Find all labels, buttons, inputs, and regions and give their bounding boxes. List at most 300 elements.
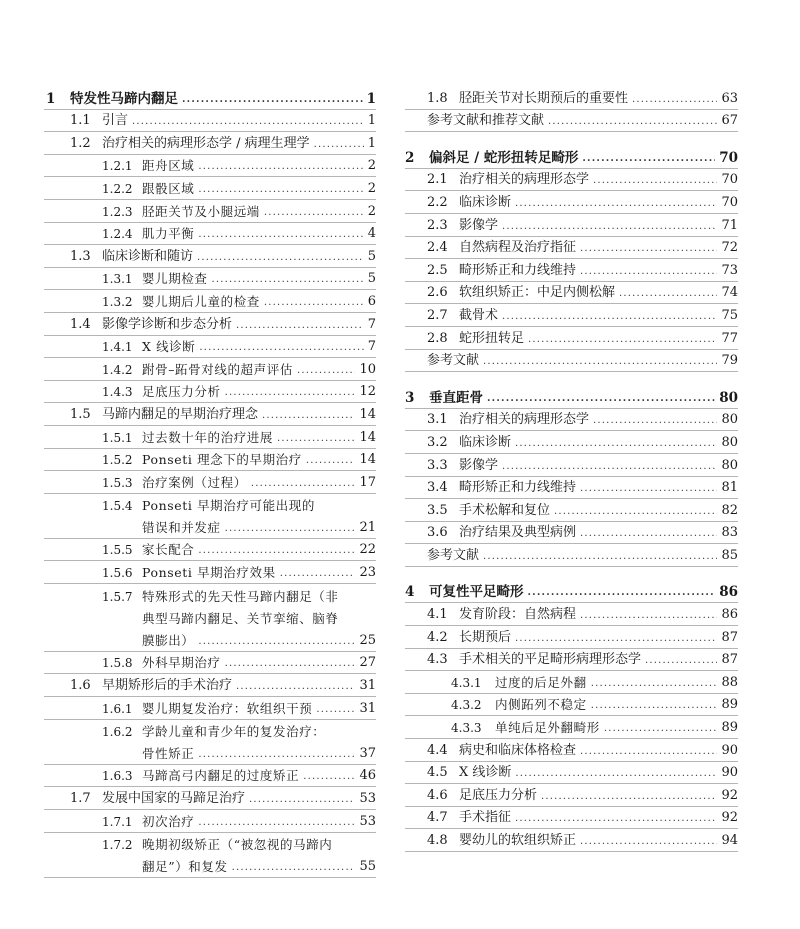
dot-leader	[580, 835, 717, 849]
entry-number: 1.6.3	[102, 769, 133, 784]
entry-page: 80	[721, 412, 738, 428]
entry-number: 4.7	[427, 810, 448, 826]
entry-number: 2.6	[427, 285, 448, 301]
entry-title: 偏斜足 / 蛇形扭转足畸形	[429, 149, 579, 166]
entry-title-cont: 骨性矫正	[142, 745, 195, 761]
entry-page: 5	[367, 271, 376, 287]
entry-number: 1.7	[70, 791, 91, 806]
entry-title: 引言	[102, 113, 129, 129]
toc-entry-1-8[interactable]	[405, 87, 738, 110]
dot-leader	[264, 206, 364, 220]
entry-title: 治疗结果及典型病例	[459, 525, 577, 541]
entry-number: 1.4.1	[102, 340, 133, 355]
dot-leader	[515, 812, 717, 826]
entry-number: 1.7.2	[102, 838, 133, 853]
toc-entry-4-3-2[interactable]	[405, 694, 738, 717]
toc-entry-1-2-1[interactable]	[44, 155, 376, 178]
entry-page: 89	[721, 697, 738, 713]
toc-entry-3-3[interactable]	[405, 454, 738, 477]
dot-leader	[280, 567, 356, 581]
entry-number: 3	[405, 389, 415, 406]
toc-references-ch2[interactable]	[405, 350, 738, 373]
entry-number: 1.5.6	[102, 566, 133, 581]
toc-left-column	[44, 87, 376, 878]
toc-entry-1-5-4-cont[interactable]	[44, 516, 376, 539]
toc-entry-1-7-2-cont[interactable]	[44, 855, 376, 878]
toc-entry-3-6[interactable]	[405, 522, 738, 545]
entry-page: 70	[721, 194, 738, 210]
dot-leader	[619, 287, 717, 301]
dot-leader	[198, 748, 355, 762]
dot-leader	[502, 460, 717, 474]
toc-entry-1-5-2[interactable]	[44, 449, 376, 472]
entry-page: 37	[359, 745, 376, 761]
entry-title: 初次治疗	[142, 813, 195, 829]
entry-title: 足底压力分析	[142, 384, 221, 400]
toc-entry-1-5-8[interactable]	[44, 652, 376, 675]
entry-number: 1.3.2	[102, 294, 133, 309]
entry-number: 1.2.2	[102, 181, 133, 196]
dot-leader	[225, 657, 356, 671]
toc-entry-1-5-5[interactable]	[44, 539, 376, 562]
entry-title: 影像学诊断和步态分析	[102, 316, 233, 332]
entry-page: 7	[367, 339, 376, 355]
entry-number: 1.4.2	[102, 362, 133, 377]
entry-title: 治疗案例（过程）	[142, 474, 247, 490]
dot-leader	[314, 138, 364, 152]
entry-title: 婴儿期复发治疗：软组织干预	[142, 700, 313, 716]
dot-leader	[528, 586, 716, 600]
toc-entry-2-8[interactable]	[405, 327, 738, 350]
entry-number: 1.3	[70, 248, 91, 264]
entry-number: 4.8	[427, 833, 448, 848]
entry-title: 参考文献	[427, 353, 480, 369]
entry-title: 病史和临床体格检查	[459, 742, 577, 758]
dot-leader	[132, 115, 364, 129]
dot-leader	[593, 414, 717, 428]
entry-title: 过度的后足外翻	[495, 674, 587, 690]
toc-entry-1-3-2[interactable]	[44, 290, 376, 313]
entry-title: 蛇形扭转足	[459, 330, 525, 346]
toc-entry-3-2[interactable]	[405, 431, 738, 454]
entry-title: Ponseti 早期治疗可能出现的	[142, 498, 315, 514]
entry-page: 79	[721, 353, 738, 369]
entry-title: 家长配合	[142, 542, 195, 558]
dot-leader	[541, 790, 717, 804]
entry-title: 跟骰区域	[142, 180, 195, 196]
entry-page: 94	[721, 833, 738, 848]
dot-leader	[580, 745, 717, 759]
entry-page: 55	[359, 858, 376, 874]
dot-leader	[632, 93, 717, 107]
entry-number: 1.2.4	[102, 227, 133, 242]
toc-entry-1-3[interactable]	[44, 245, 376, 268]
entry-number: 3.6	[427, 525, 448, 541]
toc-entry-1-2-4[interactable]	[44, 223, 376, 246]
entry-title: 截骨术	[459, 307, 499, 323]
toc-chapter-3[interactable]	[405, 386, 738, 409]
entry-title: 自然病程及治疗指征	[459, 240, 577, 256]
dot-leader	[232, 861, 356, 875]
toc-entry-1-6[interactable]	[44, 674, 376, 697]
entry-page: 80	[721, 434, 738, 450]
toc-entry-1-1[interactable]	[44, 110, 376, 133]
entry-title: 婴幼儿的软组织矫正	[459, 833, 577, 848]
toc-entry-4-4[interactable]	[405, 739, 738, 762]
toc-entry-3-4[interactable]	[405, 477, 738, 500]
entry-number: 3.4	[427, 480, 448, 496]
entry-title: 临床诊断	[459, 194, 512, 210]
entry-title: 治疗相关的病理形态学	[459, 172, 590, 188]
entry-number: 2.1	[427, 172, 448, 188]
entry-title: 婴儿期检查	[142, 271, 208, 287]
toc-entry-1-3-1[interactable]	[44, 268, 376, 291]
toc-entry-1-6-3[interactable]	[44, 765, 376, 788]
toc-chapter-2[interactable]	[405, 146, 738, 169]
dot-leader	[264, 296, 364, 310]
entry-title: 跗骨–跖骨对线的超声评估	[142, 361, 293, 377]
entry-page: 71	[721, 217, 738, 233]
entry-title: 晚期初级矫正（“被忽视的马蹄内	[142, 837, 333, 853]
toc-entry-4-6[interactable]	[405, 784, 738, 807]
section-gap	[405, 372, 738, 386]
entry-number: 1.5.1	[102, 430, 133, 445]
entry-title: 长期预后	[459, 629, 512, 645]
entry-number: 3.1	[427, 412, 448, 428]
entry-page: 80	[719, 389, 738, 406]
toc-entry-4-5[interactable]	[405, 762, 738, 785]
entry-title: 胫距关节对长期预后的重要性	[459, 90, 629, 106]
dot-leader	[515, 197, 717, 211]
entry-page: 89	[721, 720, 738, 736]
entry-title: 治疗相关的病理形态学 / 病理生理学	[102, 135, 310, 151]
entry-page: 14	[359, 452, 376, 468]
entry-page: 92	[721, 810, 738, 826]
toc-chapter-1[interactable]	[44, 87, 376, 110]
entry-page: 82	[721, 502, 738, 518]
dot-leader	[198, 228, 363, 242]
toc-entry-1-5-3[interactable]	[44, 471, 376, 494]
entry-title: 足底压力分析	[459, 787, 538, 803]
entry-title-cont: 典型马蹄内翻足、关节挛缩、脑脊	[142, 611, 339, 627]
dot-leader	[236, 319, 364, 333]
entry-number: 1	[46, 90, 56, 107]
entry-title-cont: 翻足”）和复发	[142, 858, 228, 874]
dot-leader	[198, 635, 355, 649]
dot-leader	[528, 333, 717, 347]
toc-entry-4-3-1[interactable]	[405, 671, 738, 694]
dot-leader	[548, 115, 717, 129]
entry-page: 25	[359, 632, 376, 648]
entry-number: 1.5.4	[102, 499, 133, 514]
toc-entry-4-2[interactable]	[405, 626, 738, 649]
dot-leader	[645, 654, 717, 668]
entry-page: 5	[367, 248, 376, 264]
toc-entry-1-5-1[interactable]	[44, 426, 376, 449]
entry-page: 75	[721, 307, 738, 323]
entry-number: 1.6.2	[102, 725, 133, 740]
toc-entry-4-1[interactable]	[405, 603, 738, 626]
dot-leader	[262, 409, 355, 423]
toc-entry-1-6-1[interactable]	[44, 697, 376, 720]
toc-entry-4-3-3[interactable]	[405, 716, 738, 739]
toc-entry-2-7[interactable]	[405, 304, 738, 327]
entry-page: 17	[359, 474, 376, 490]
toc-entry-1-6-2-cont[interactable]	[44, 742, 376, 765]
entry-page: 90	[721, 742, 738, 758]
entry-title: X 线诊断	[459, 765, 512, 781]
entry-number: 3.2	[427, 434, 448, 450]
entry-page: 14	[359, 406, 376, 422]
entry-page: 88	[721, 674, 738, 690]
entry-title: 可复性平足畸形	[429, 584, 524, 601]
entry-number: 4.3	[427, 652, 448, 668]
entry-number: 1.5.8	[102, 656, 133, 671]
toc-entry-1-4-2[interactable]	[44, 358, 376, 381]
entry-title: 特殊形式的先天性马蹄内翻足（非	[142, 588, 339, 604]
dot-leader	[236, 680, 355, 694]
entry-page: 10	[359, 361, 376, 377]
entry-title: 发育阶段：自然病程	[459, 607, 577, 623]
dot-leader	[225, 522, 356, 536]
toc-entry-3-1[interactable]	[405, 409, 738, 432]
entry-title: 手术相关的平足畸形病理形态学	[459, 652, 642, 668]
entry-number: 2.7	[427, 307, 448, 323]
entry-page: 72	[721, 240, 738, 256]
entry-page: 87	[721, 629, 738, 645]
entry-number: 2	[405, 149, 415, 166]
entry-title: 治疗相关的病理形态学	[459, 412, 590, 428]
toc-entry-2-3[interactable]	[405, 214, 738, 237]
entry-number: 1.2	[70, 135, 91, 151]
entry-title: 距舟区域	[142, 158, 195, 174]
entry-title: 胫距关节及小腿远端	[142, 203, 260, 219]
dot-leader	[212, 273, 364, 287]
entry-title-cont: 膜膨出）	[142, 632, 195, 648]
entry-page: 1	[367, 113, 376, 129]
dot-leader	[515, 632, 717, 646]
entry-page: 86	[719, 584, 738, 601]
entry-number: 2.8	[427, 330, 448, 346]
entry-title: 单纯后足外翻畸形	[495, 720, 600, 736]
dot-leader	[483, 355, 717, 369]
entry-title: 手术松解和复位	[459, 502, 551, 518]
entry-number: 1.3.1	[102, 272, 133, 287]
entry-number: 4.3.1	[451, 675, 482, 690]
entry-number: 4.6	[427, 787, 448, 803]
toc-entry-1-6-2[interactable]	[44, 720, 376, 743]
toc-entry-1-2[interactable]	[44, 132, 376, 155]
entry-title: 过去数十年的治疗进展	[142, 429, 274, 445]
dot-leader	[580, 265, 717, 279]
entry-title: 肌力平衡	[142, 226, 195, 242]
entry-page: 74	[721, 285, 738, 301]
entry-page: 53	[359, 813, 376, 829]
toc-entry-2-6[interactable]	[405, 282, 738, 305]
dot-leader	[297, 364, 356, 378]
entry-number: 1.5.3	[102, 475, 133, 490]
entry-page: 1	[366, 90, 376, 107]
entry-number: 2.4	[427, 240, 448, 256]
toc-entry-1-2-3[interactable]	[44, 200, 376, 223]
section-gap	[405, 132, 738, 146]
toc-references-ch3[interactable]	[405, 544, 738, 567]
toc-entry-1-5-7-cont-a[interactable]	[44, 607, 376, 630]
toc-entry-2-1[interactable]	[405, 169, 738, 192]
toc-entry-1-4-1[interactable]	[44, 336, 376, 359]
dot-leader	[277, 432, 355, 446]
entry-page: 70	[721, 172, 738, 188]
entry-title: 参考文献和推荐文献	[427, 113, 545, 129]
toc-entry-4-7[interactable]	[405, 807, 738, 830]
section-gap	[405, 567, 738, 581]
entry-title: 马蹄高弓内翻足的过度矫正	[142, 768, 300, 784]
entry-title: 内侧跖列不稳定	[495, 697, 587, 713]
entry-number: 1.2.3	[102, 204, 133, 219]
entry-page: 67	[721, 113, 738, 129]
dot-leader	[591, 699, 718, 713]
toc-entry-1-5-6[interactable]	[44, 561, 376, 584]
entry-title: Ponseti 理念下的早期治疗	[142, 452, 302, 468]
toc-right-column	[405, 87, 738, 852]
entry-page: 46	[359, 768, 376, 784]
entry-number: 1.5.2	[102, 453, 133, 468]
entry-title: 畸形矫正和力线维持	[459, 480, 577, 496]
entry-number: 1.5	[70, 406, 91, 422]
entry-title: 畸形矫正和力线维持	[459, 262, 577, 278]
entry-page: 2	[367, 180, 376, 196]
entry-page: 77	[721, 330, 738, 346]
toc-entry-1-7[interactable]	[44, 787, 376, 810]
entry-page: 2	[367, 158, 376, 174]
entry-page: 73	[721, 262, 738, 278]
entry-number: 4	[405, 584, 415, 601]
entry-page: 92	[721, 787, 738, 803]
dot-leader	[582, 152, 715, 166]
dot-leader	[306, 454, 356, 468]
toc-entry-1-7-2[interactable]	[44, 833, 376, 856]
entry-number: 4.3.3	[451, 721, 482, 736]
entry-page: 81	[721, 480, 738, 496]
entry-page: 83	[721, 525, 738, 541]
toc-entry-1-4-3[interactable]	[44, 381, 376, 404]
entry-number: 1.1	[70, 113, 91, 129]
toc-chapter-4[interactable]	[405, 581, 738, 604]
dot-leader	[303, 770, 355, 784]
entry-number: 1.7.1	[102, 814, 133, 829]
entry-title: 特发性马蹄内翻足	[70, 90, 178, 107]
entry-page: 70	[719, 149, 738, 166]
entry-page: 31	[359, 678, 376, 694]
dot-leader	[502, 310, 717, 324]
dot-leader	[591, 677, 718, 691]
entry-page: 1	[367, 135, 376, 151]
toc-entry-3-5[interactable]	[405, 499, 738, 522]
entry-number: 4.3.2	[451, 698, 482, 713]
entry-number: 1.4	[70, 316, 91, 332]
dot-leader	[249, 793, 355, 807]
entry-page: 7	[367, 316, 376, 332]
entry-title: 发展中国家的马蹄足治疗	[102, 791, 246, 806]
dot-leader	[225, 386, 356, 400]
entry-page: 31	[359, 700, 376, 716]
toc-entry-1-5-4[interactable]	[44, 494, 376, 517]
dot-leader	[197, 251, 364, 265]
entry-number: 1.2.1	[102, 159, 133, 174]
entry-page: 4	[367, 226, 376, 242]
entry-title: 早期矫形后的手术治疗	[102, 678, 233, 694]
entry-page: 12	[359, 384, 376, 400]
entry-page: 63	[721, 90, 738, 106]
dot-leader	[198, 160, 363, 174]
dot-leader	[502, 220, 717, 234]
entry-title: 手术指征	[459, 810, 512, 826]
toc-entry-1-2-2[interactable]	[44, 177, 376, 200]
entry-page: 27	[359, 655, 376, 671]
entry-page: 86	[721, 607, 738, 623]
entry-title: Ponseti 早期治疗效果	[142, 565, 276, 581]
dot-leader	[554, 505, 717, 519]
dot-leader	[515, 767, 717, 781]
dot-leader	[580, 527, 717, 541]
toc-entry-1-7-1[interactable]	[44, 810, 376, 833]
entry-number: 1.4.3	[102, 385, 133, 400]
dot-leader	[483, 550, 717, 564]
toc-entry-1-5-7[interactable]	[44, 584, 376, 607]
dot-leader	[593, 174, 717, 188]
dot-leader	[316, 703, 355, 717]
entry-page: 21	[359, 519, 376, 535]
entry-number: 2.3	[427, 217, 448, 233]
entry-page: 23	[359, 565, 376, 581]
toc-entry-1-5-7-cont-b[interactable]	[44, 629, 376, 652]
toc-entry-2-4[interactable]	[405, 237, 738, 260]
dot-leader	[580, 242, 717, 256]
toc-entry-1-4[interactable]	[44, 313, 376, 336]
entry-number: 1.8	[427, 90, 448, 106]
entry-page: 90	[721, 765, 738, 781]
entry-title: 学龄儿童和青少年的复发治疗：	[142, 724, 326, 740]
entry-number: 4.5	[427, 765, 448, 781]
toc-entry-2-2[interactable]	[405, 191, 738, 214]
entry-page: 87	[721, 652, 738, 668]
toc-references-ch1[interactable]	[405, 110, 738, 133]
entry-number: 1.6	[70, 678, 91, 694]
toc-entry-1-5[interactable]	[44, 403, 376, 426]
entry-title: 垂直距骨	[429, 389, 483, 406]
entry-page: 80	[721, 457, 738, 473]
entry-title: 软组织矫正：中足内侧松解	[459, 285, 616, 301]
dot-leader	[487, 392, 715, 406]
dot-leader	[198, 183, 363, 197]
toc-entry-2-5[interactable]	[405, 259, 738, 282]
dot-leader	[515, 437, 717, 451]
toc-entry-4-8[interactable]	[405, 829, 738, 852]
entry-title: 临床诊断	[459, 434, 512, 450]
entry-page: 2	[367, 203, 376, 219]
entry-number: 1.5.7	[102, 589, 133, 604]
toc-entry-4-3[interactable]	[405, 649, 738, 672]
entry-page: 6	[367, 293, 376, 309]
dot-leader	[580, 609, 717, 623]
dot-leader	[604, 722, 718, 736]
dot-leader	[198, 816, 355, 830]
entry-number: 2.2	[427, 194, 448, 210]
dot-leader	[199, 341, 363, 355]
entry-title: 婴儿期后儿童的检查	[142, 293, 260, 309]
entry-title: 参考文献	[427, 547, 480, 563]
entry-title: 临床诊断和随访	[102, 248, 194, 264]
